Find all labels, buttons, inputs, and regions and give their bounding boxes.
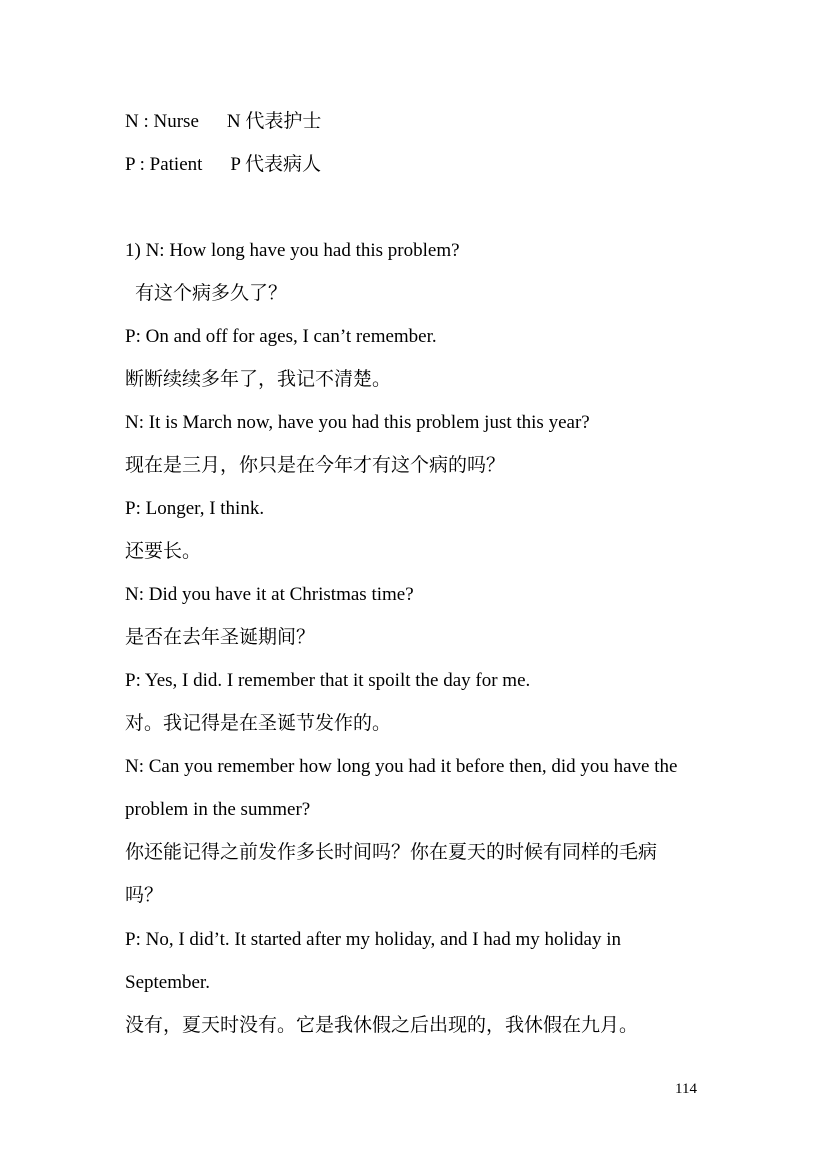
dialogue-line-2: 有这个病多久了？ xyxy=(135,283,288,304)
dialogue-line-10: 是否在去年圣诞期间？ xyxy=(125,627,316,648)
dialogue-line-12: 对。我记得是在圣诞节发作的。 xyxy=(125,713,392,734)
dialogue-line-9: N: Did you have it at Christmas time? xyxy=(125,584,414,605)
dialogue-line-11: P: Yes, I did. I remember that it spoilt the day for me. xyxy=(125,670,531,691)
dialogue-line-8: 还要长。 xyxy=(125,541,202,562)
legend-nurse xyxy=(125,110,321,134)
dialogue-line-4: 断断续续多年了，我记不清楚。 xyxy=(125,369,392,390)
dialogue-line-13: N: Can you remember how long you had it before then, did you have the xyxy=(125,756,678,777)
dialogue-line-7: P: Longer, I think. xyxy=(125,498,265,519)
page-number: 114 xyxy=(675,1081,697,1097)
legend-patient xyxy=(125,153,321,177)
dialogue-line-19: 没有，夏天时没有。它是我休假之后出现的，我休假在九月。 xyxy=(125,1015,639,1036)
dialogue-line-6: 现在是三月，你只是在今年才有这个病的吗？ xyxy=(125,455,506,476)
dialogue-line-5: N: It is March now, have you had this problem just this year? xyxy=(125,412,590,433)
dialogue-line-17: P: No, I did’t. It started after my holiday, and I had my holiday in xyxy=(125,929,622,950)
dialogue-line-16: 吗？ xyxy=(125,885,164,906)
dialogue-line-15: 你还能记得之前发作多长时间吗？你在夏天的时候有同样的毛病 xyxy=(125,842,658,863)
dialogue-line-1: 1) N: How long have you had this problem? xyxy=(125,240,460,261)
legend-nurse-cn: N 代表护士 xyxy=(226,111,322,132)
legend-patient-en: P : Patient xyxy=(125,154,203,175)
dialogue-line-14: problem in the summer? xyxy=(125,799,311,820)
legend-patient-cn: P 代表病人 xyxy=(230,154,322,175)
dialogue-line-3: P: On and off for ages, I can’t remember. xyxy=(125,326,437,347)
dialogue-line-18: September. xyxy=(125,972,210,993)
legend-nurse-en: N : Nurse xyxy=(125,111,199,132)
